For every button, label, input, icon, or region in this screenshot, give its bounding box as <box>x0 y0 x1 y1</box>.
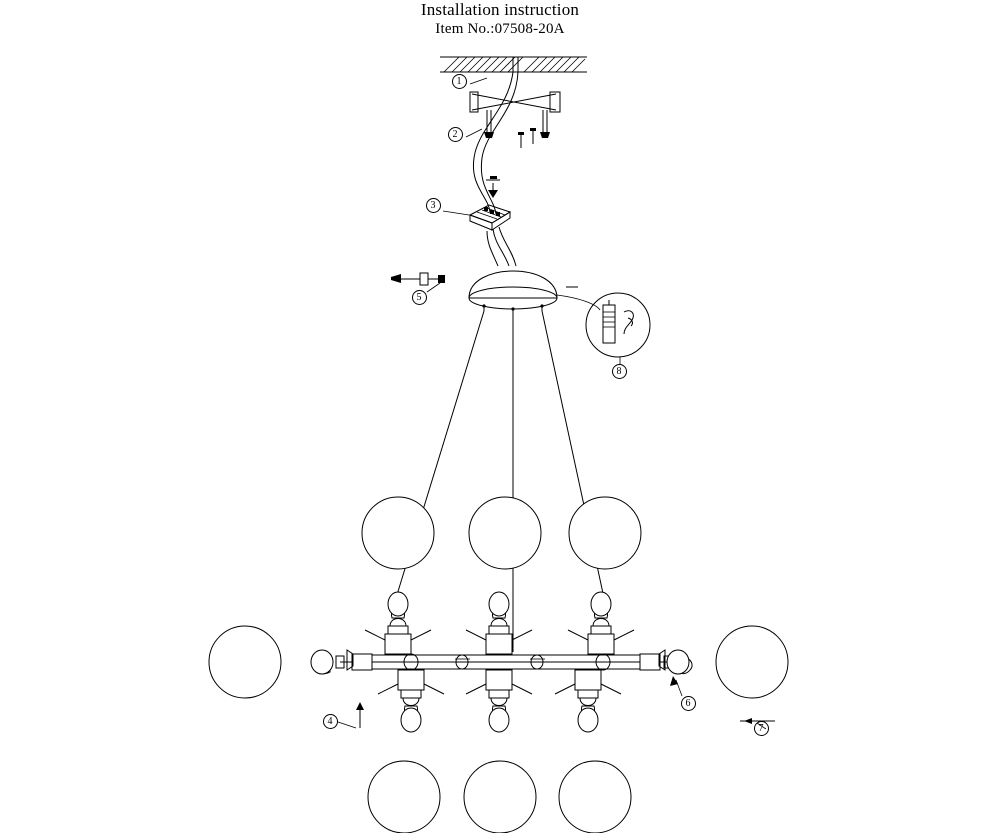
callout-5: 5 <box>411 290 427 306</box>
callout-1: 1 <box>451 74 467 90</box>
document-title: Installation instruction <box>420 0 580 19</box>
ceiling-group <box>440 57 587 72</box>
upper-glass-shades <box>362 497 641 569</box>
cable-grip-detail <box>557 293 650 365</box>
callout-6: 6 <box>680 696 696 712</box>
canopy-group <box>469 271 578 314</box>
lower-glass-shades <box>368 761 631 833</box>
callout-7: 7 <box>753 721 769 737</box>
callout-2: 2 <box>447 127 463 143</box>
callout-4: 4 <box>322 714 338 730</box>
supply-wires <box>473 72 518 214</box>
mounting-bracket-group <box>466 78 560 148</box>
downward-lamp-holders <box>378 670 621 732</box>
callout-3: 3 <box>425 198 441 214</box>
arm-bar-group <box>340 650 672 670</box>
terminal-block-group <box>443 205 516 266</box>
item-number: Item No.:07508-20A <box>435 21 565 37</box>
callout-8: 8 <box>611 364 627 380</box>
upward-lamp-holders <box>365 592 634 654</box>
